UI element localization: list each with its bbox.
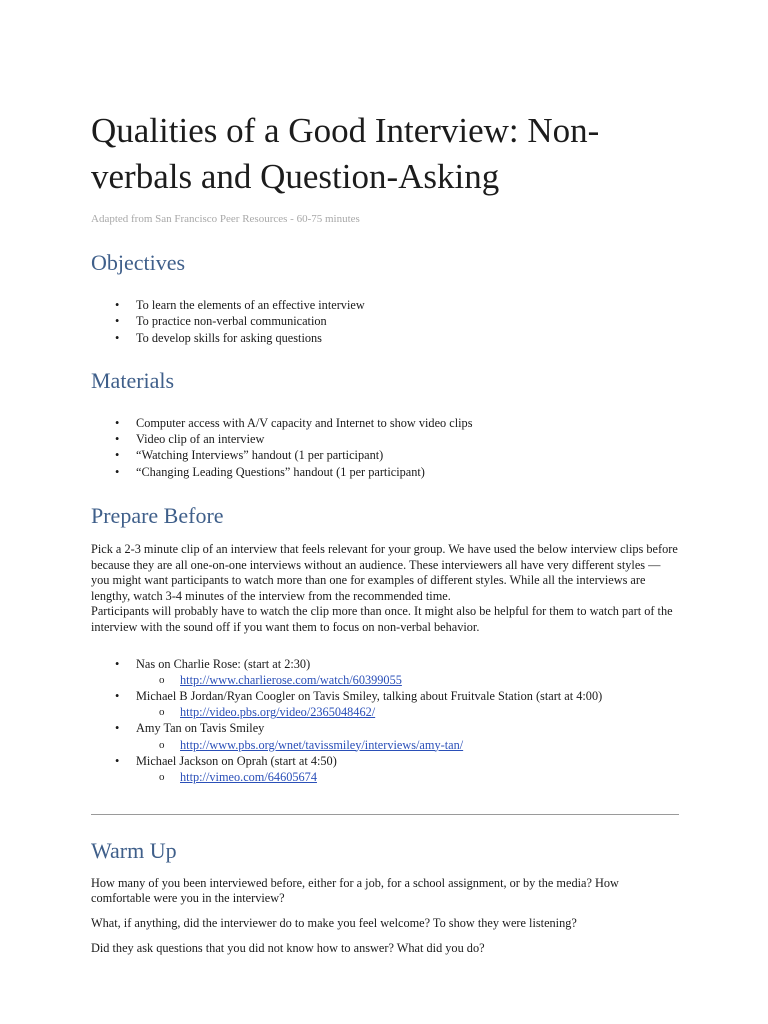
clip-item bbox=[91, 753, 681, 769]
clip-label: Amy Tan on Tavis Smiley bbox=[136, 721, 265, 736]
page-title: Qualities of a Good Interview: Non-verbals and Question-Asking bbox=[91, 111, 600, 196]
objective-item: • To develop skills for asking questions bbox=[91, 330, 681, 346]
warmup-paragraph: How many of you been interviewed before, either for a job, for a school assignment, or by the media? How comfortable were you in the interview? bbox=[91, 875, 619, 906]
clip-link[interactable]: http://www.charlierose.com/watch/60399055 bbox=[180, 672, 402, 687]
material-item: • “Watching Interviews” handout (1 per participant) bbox=[91, 447, 681, 463]
sub-bullet: o bbox=[159, 673, 165, 686]
prepare-heading: Prepare Before bbox=[91, 503, 224, 529]
clip-link[interactable]: http://vimeo.com/64605674 bbox=[180, 769, 317, 784]
sub-bullet: o bbox=[159, 738, 165, 751]
clip-list bbox=[91, 720, 681, 736]
clip-label: Michael Jackson on Oprah (start at 4:50) bbox=[136, 753, 337, 768]
clip-link-row bbox=[91, 769, 681, 785]
warmup-paragraph: Did they ask questions that you did not know how to answer? What did you do? bbox=[91, 940, 485, 955]
prepare-paragraph: Participants will probably have to watch the clip more than once. It might also be helpful for them to watch part of the interview with the sound off if you want them to focus on non-verbal behavior. bbox=[91, 604, 673, 635]
objective-item: • To learn the elements of an effective interview bbox=[91, 297, 681, 313]
prepare-paragraph: Pick a 2-3 minute clip of an interview that feels relevant for your group. We have used the below interview clips before because they are all one-on-one interviews without an audience. These interviewers all have very different styles ― you might want participants to watch more than one for examples of different styles. While all the interviews are lengthy, watch 3-4 minutes of the interview from the recommended time. bbox=[91, 542, 678, 603]
clip-item bbox=[91, 720, 681, 736]
objectives-heading: Objectives bbox=[91, 250, 186, 275]
clip-label: Nas on Charlie Rose: (start at 2:30) bbox=[136, 656, 311, 671]
sub-bullet: o bbox=[159, 770, 165, 783]
clip-list bbox=[91, 688, 681, 704]
clip-list bbox=[91, 656, 681, 672]
clip-link-row bbox=[91, 672, 681, 688]
section-divider bbox=[91, 814, 679, 815]
document-page bbox=[91, 108, 681, 956]
material-item: • “Changing Leading Questions” handout (1 per participant) bbox=[91, 464, 681, 480]
subtitle: Adapted from San Francisco Peer Resources - 60-75 minutes bbox=[91, 213, 360, 225]
material-item: • Video clip of an interview bbox=[91, 431, 681, 447]
objectives-list bbox=[91, 297, 681, 346]
material-item: • Computer access with A/V capacity and Internet to show video clips bbox=[91, 415, 681, 431]
clip-link-row bbox=[91, 737, 681, 753]
warmup-paragraph: What, if anything, did the interviewer do to make you feel welcome? To show they were listening? bbox=[91, 916, 577, 931]
objective-item: • To practice non-verbal communication bbox=[91, 313, 681, 329]
warmup-heading: Warm Up bbox=[91, 837, 177, 863]
sub-bullet: o bbox=[159, 706, 165, 719]
materials-list bbox=[91, 415, 681, 480]
clip-link-row bbox=[91, 704, 681, 720]
clip-link[interactable]: http://video.pbs.org/video/2365048462/ bbox=[180, 705, 376, 720]
clip-list bbox=[91, 753, 681, 769]
materials-heading: Materials bbox=[91, 367, 175, 393]
clip-item bbox=[91, 656, 681, 672]
clip-label: Michael B Jordan/Ryan Coogler on Tavis Smiley, talking about Fruitvale Station (start at 4:00) bbox=[136, 688, 603, 703]
clip-link[interactable]: http://www.pbs.org/wnet/tavissmiley/interviews/amy-tan/ bbox=[180, 737, 464, 752]
clip-item bbox=[91, 688, 681, 704]
